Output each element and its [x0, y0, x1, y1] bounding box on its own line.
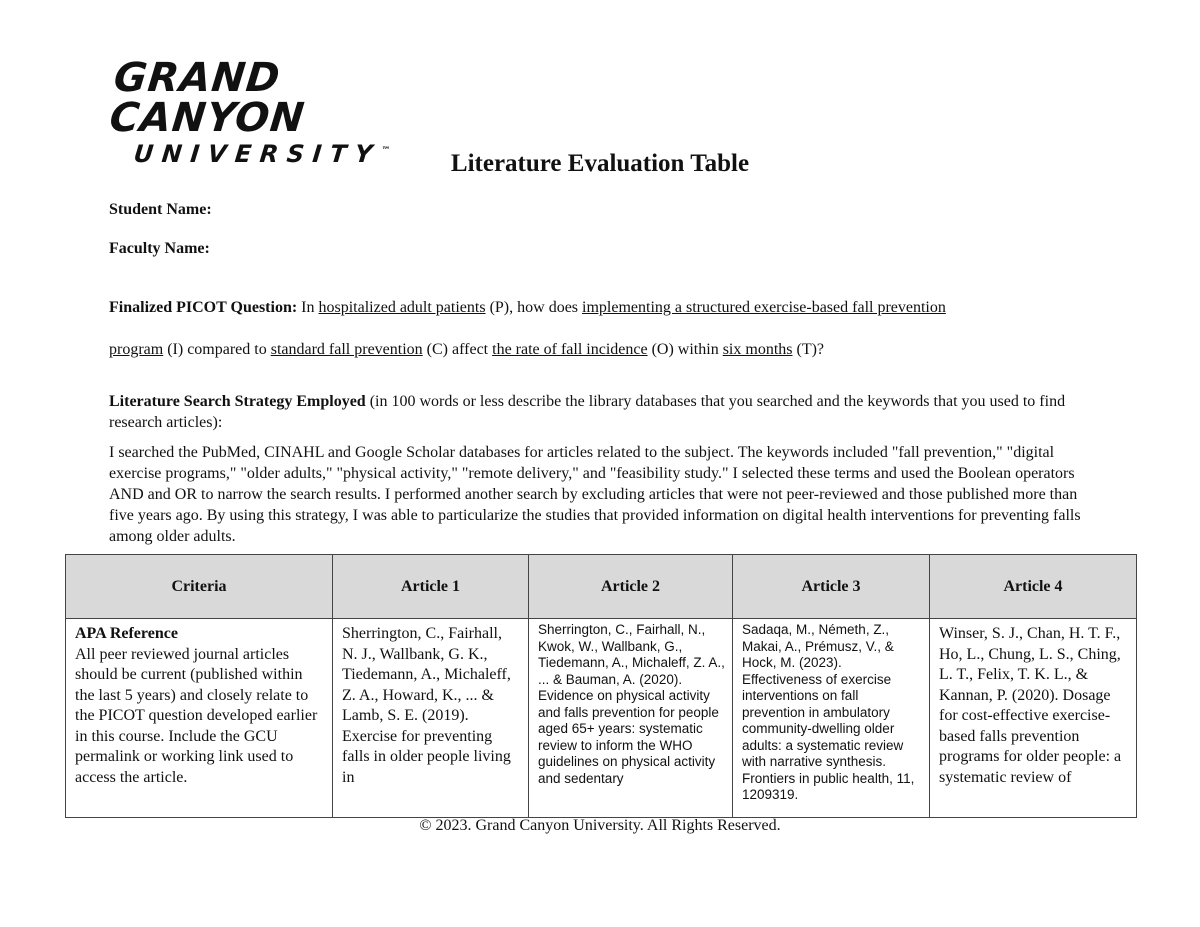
- article-4-cell: [930, 619, 1137, 818]
- article-3-cell: [733, 619, 930, 818]
- article-3-reference: Sadaqa, M., Németh, Z., Makai, A., Prémusz, V., & Hock, M. (2023). Effectiveness of exercise interventions on fall prevention in ambulatory community-dwelling older adults: a systematic review with narrative synthesis. Frontiers in public health, 11, 1209319.: [742, 622, 915, 802]
- picot-label: Finalized PICOT Question:: [109, 299, 298, 316]
- student-name-label: Student Name:: [109, 201, 212, 218]
- article-2-cell: [529, 619, 733, 818]
- picot-population: hospitalized adult patients: [318, 299, 486, 316]
- header-article-2: Article 2: [529, 555, 733, 619]
- picot-intervention-cont: program: [109, 341, 164, 358]
- trademark-symbol: ™: [380, 146, 391, 156]
- header-article-3: Article 3: [733, 555, 930, 619]
- faculty-name-label: Faculty Name:: [109, 240, 210, 257]
- page-title: Literature Evaluation Table: [450, 150, 750, 177]
- search-strategy-heading: Literature Search Strategy Employed (in 100 words or less describe the library databases that you searched and the keywords that you used to find research articles):: [109, 393, 1066, 431]
- criteria-cell: [66, 619, 333, 818]
- picot-intervention: implementing a structured exercise-based fall prevention: [582, 299, 946, 316]
- article-1-cell: [333, 619, 529, 818]
- header-criteria: Criteria: [66, 555, 333, 619]
- article-2-reference: Sherrington, C., Fairhall, N., Kwok, W., Wallbank, G., Tiedemann, A., Michaleff, Z. A., ... & Bauman, A. (2020). Evidence on physical activity and falls prevention for people aged 65+ years: systematic review to inform the WHO guidelines on physical activity and sedentary: [538, 622, 725, 786]
- table-header-row: [66, 555, 1137, 619]
- picot-time: six months: [722, 341, 793, 358]
- logo-wordmark-top: GRAND CANYON: [107, 55, 308, 141]
- criteria-description: All peer reviewed journal articles should be current (published within the last 5 years) and closely relate to the PICOT question developed earlier in this course. Include the GCU permalink or working link used to access the article.: [75, 645, 318, 786]
- logo-wordmark-bottom: UNIVERSITY™: [132, 140, 391, 168]
- copyright-footer: © 2023. Grand Canyon University. All Rights Reserved.: [419, 817, 781, 834]
- table-row: [66, 619, 1137, 818]
- literature-evaluation-table: [65, 554, 1137, 818]
- picot-question-line-1: Finalized PICOT Question: In hospitalized adult patients (P), how does implementing a structured exercise-based fall prevention: [109, 299, 946, 316]
- criteria-title: APA Reference: [75, 625, 178, 642]
- header-article-4: Article 4: [930, 555, 1137, 619]
- picot-comparison: standard fall prevention: [270, 341, 423, 358]
- article-1-reference: Sherrington, C., Fairhall, N. J., Wallbank, G. K., Tiedemann, A., Michaleff, Z. A., Howard, K., ... & Lamb, S. E. (2019). Exercise for preventing falls in older people living in: [342, 625, 511, 786]
- article-4-reference: Winser, S. J., Chan, H. T. F., Ho, L., Chung, L. S., Ching, L. T., Felix, T. K. L., & Kannan, P. (2020). Dosage for cost-effective exercise-based falls prevention programs for older people: a systematic review of: [939, 625, 1122, 786]
- picot-question-line-2: program (I) compared to standard fall prevention (C) affect the rate of fall incidence (O) within six months (T)?: [109, 341, 825, 358]
- header-article-1: Article 1: [333, 555, 529, 619]
- picot-outcome: the rate of fall incidence: [492, 341, 648, 358]
- search-strategy-text: I searched the PubMed, CINAHL and Google Scholar databases for articles related to the subject. The keywords included "fall prevention," "digital exercise programs," "older adults," "physical activity," "remote delivery," and "feasibility study." I selected these terms and used the Boolean operators AND and OR to narrow the search results. I performed another search by excluding articles that were not peer-reviewed and those published more than five years ago. By using this strategy, I was able to particularize the studies that provided information on digital health interventions for preventing falls among older adults.: [109, 444, 1081, 545]
